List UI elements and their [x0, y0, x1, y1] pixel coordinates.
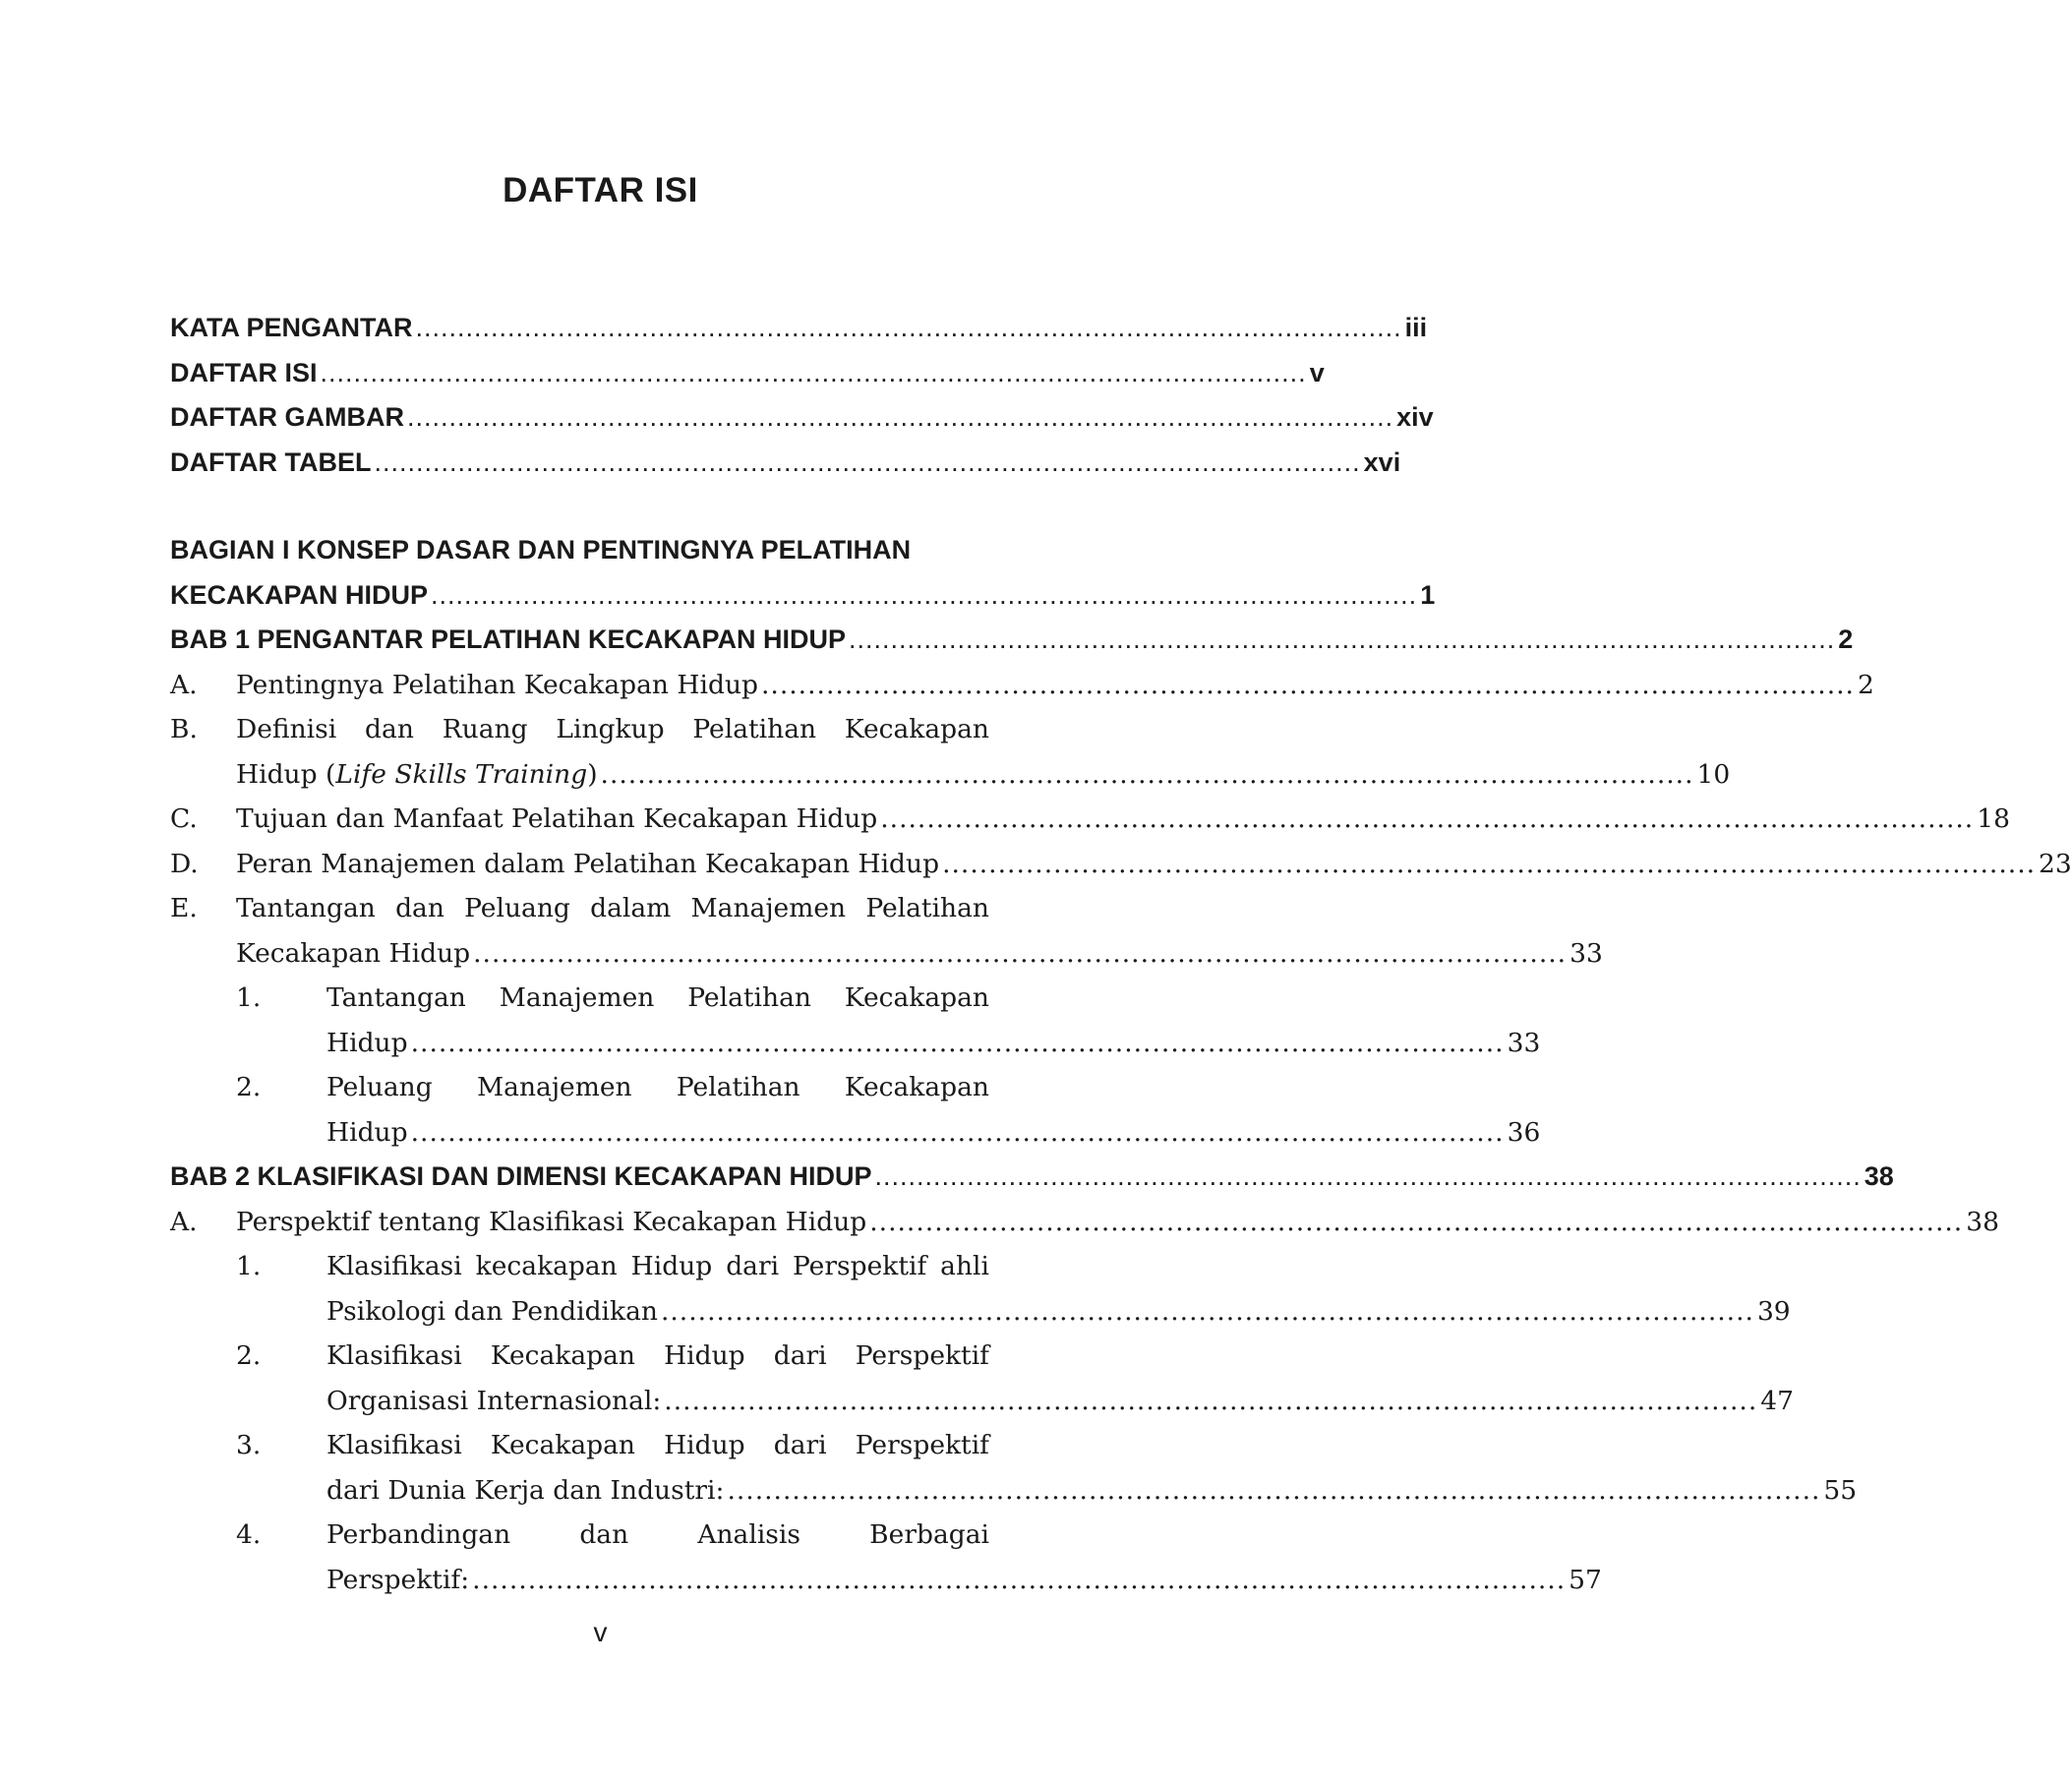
subsection-entry[interactable] [170, 1334, 1034, 1379]
part-heading-line1: BAGIAN I KONSEP DASAR DAN PENTINGNYA PELATIHAN [170, 535, 912, 564]
subsection-label: 1. [236, 982, 262, 1013]
dot-leader: ...................................................................................................................... [374, 446, 1361, 477]
subsection-title-cont: Hidup [326, 1027, 408, 1058]
section-entry-continued[interactable] [170, 931, 1603, 977]
toc-page-number: 39 [1756, 1295, 1791, 1327]
dot-leader: ...................................................................................................................... [410, 1116, 1505, 1148]
dot-leader: ...................................................................................................................... [660, 1295, 1754, 1327]
toc-page-number: xvi [1363, 446, 1401, 477]
section-label: B. [170, 714, 198, 744]
toc-page-number: 10 [1696, 758, 1731, 790]
toc-page-number: 38 [1864, 1161, 1894, 1191]
subsection-entry[interactable] [170, 976, 1034, 1021]
toc-page-number: 2 [1857, 669, 1874, 700]
section-entry[interactable] [170, 842, 2072, 887]
subsection-title-cont: Perspektif: [326, 1564, 470, 1595]
toc-entry-text: DAFTAR TABEL [170, 446, 372, 477]
toc-entry[interactable] [170, 441, 1401, 486]
dot-leader: ...................................................................................................................... [849, 624, 1836, 654]
section-title: Tujuan dan Manfaat Pelatihan Kecakapan Hidup [236, 803, 878, 834]
section-title-cont: Hidup (Life Skills Training) [236, 758, 598, 790]
section-label: D. [170, 848, 199, 879]
page-title: DAFTAR ISI [503, 171, 698, 209]
toc-page-number: iii [1404, 313, 1428, 342]
toc-page-number: xiv [1396, 402, 1434, 432]
dot-leader: ...................................................................................................................... [727, 1474, 1821, 1506]
subsection-title-cont: Organisasi Internasional: [326, 1385, 662, 1416]
dot-leader: ...................................................................................................................... [942, 848, 2037, 879]
section-label: C. [170, 803, 198, 834]
toc-entry-text: DAFTAR GAMBAR [170, 402, 404, 432]
subsection-entry-continued[interactable] [170, 1379, 1795, 1424]
subsection-title: Klasifikasi Kecakapan Hidup dari Perspektif [326, 1340, 989, 1371]
dot-leader: ...................................................................................................................... [880, 803, 1975, 834]
dot-leader: ...................................................................................................................... [431, 579, 1418, 610]
section-title-cont: Kecakapan Hidup [236, 937, 471, 969]
toc-page-number: 23 [2039, 848, 2072, 879]
part-heading[interactable] [170, 528, 1034, 573]
subsection-label: 2. [236, 1072, 262, 1102]
subsection-entry-continued[interactable] [170, 1289, 1791, 1335]
subsection-title: Perbandingan dan Analisis Berbagai [326, 1519, 989, 1550]
section-title: Perspektif tentang Klasifikasi Kecakapan Hidup [236, 1206, 867, 1237]
section-title: Peran Manajemen dalam Pelatihan Kecakapan Hidup [236, 848, 940, 879]
toc-page-number: 33 [1507, 1027, 1541, 1058]
part-heading-continued[interactable] [170, 573, 1436, 619]
chapter-heading[interactable] [170, 1155, 1894, 1200]
subsection-label: 1. [236, 1251, 262, 1281]
subsection-title: Tantangan Manajemen Pelatihan Kecakapan [326, 982, 989, 1013]
toc-page-number: 36 [1507, 1116, 1541, 1148]
section-entry[interactable] [170, 797, 2010, 842]
section-entry[interactable] [170, 707, 1034, 752]
subsection-label: 4. [236, 1519, 262, 1550]
toc-entry[interactable] [170, 351, 1325, 396]
section-title: Definisi dan Ruang Lingkup Pelatihan Kecakapan [236, 714, 989, 744]
section-label: A. [170, 1206, 198, 1237]
subsection-entry[interactable] [170, 1065, 1034, 1110]
subsection-entry[interactable] [170, 1513, 1034, 1558]
chapter-title: BAB 2 KLASIFIKASI DAN DIMENSI KECAKAPAN HIDUP [170, 1161, 872, 1191]
subsection-title-cont: Hidup [326, 1116, 408, 1148]
dot-leader: ...................................................................................................................... [406, 402, 1394, 432]
toc-entry[interactable] [170, 395, 1434, 441]
section-label: E. [170, 893, 198, 923]
subsection-label: 2. [236, 1340, 262, 1371]
section-entry[interactable] [170, 663, 1874, 708]
toc-entry[interactable] [170, 306, 1428, 351]
chapter-title: BAB 1 PENGANTAR PELATIHAN KECAKAPAN HIDUP [170, 624, 847, 654]
toc-page-number: 38 [1966, 1206, 1999, 1237]
subsection-title: Klasifikasi kecakapan Hidup dari Perspektif ahli [326, 1251, 989, 1281]
section-title: Pentingnya Pelatihan Kecakapan Hidup [236, 669, 758, 700]
italic-term: Life Skills Training [335, 758, 588, 790]
subsection-title-cont: Psikologi dan Pendidikan [326, 1295, 658, 1327]
toc-entry-text: KATA PENGANTAR [170, 313, 413, 342]
dot-leader: ...................................................................................................................... [410, 1027, 1505, 1058]
dot-leader: ...................................................................................................................... [874, 1161, 1862, 1191]
toc-page-number: 55 [1823, 1474, 1858, 1506]
toc-page-number: 33 [1569, 937, 1603, 969]
toc-page-number: 18 [1977, 803, 2010, 834]
dot-leader: ...................................................................................................................... [600, 758, 1694, 790]
table-of-contents [170, 306, 2072, 1602]
subsection-entry-continued[interactable] [170, 1021, 1541, 1066]
subsection-entry-continued[interactable] [170, 1110, 1541, 1156]
dot-leader: ...................................................................................................................... [869, 1206, 1964, 1237]
toc-page-number: 1 [1420, 579, 1436, 610]
toc-page-number: 2 [1838, 624, 1854, 654]
dot-leader: ...................................................................................................................... [664, 1385, 1758, 1416]
dot-leader: ...................................................................................................................... [760, 669, 1855, 700]
section-entry[interactable] [170, 886, 1034, 931]
dot-leader: ...................................................................................................................... [320, 357, 1307, 387]
section-title: Tantangan dan Peluang dalam Manajemen Pelatihan [236, 893, 989, 923]
section-entry-continued[interactable] [170, 752, 1731, 798]
subsection-entry[interactable] [170, 1244, 1034, 1289]
chapter-heading[interactable] [170, 618, 1854, 663]
dot-leader: ...................................................................................................................... [415, 313, 1402, 342]
section-label: A. [170, 669, 198, 700]
dot-leader: ...................................................................................................................... [473, 937, 1568, 969]
subsection-title-cont: dari Dunia Kerja dan Industri: [326, 1474, 725, 1506]
subsection-entry-continued[interactable] [170, 1468, 1858, 1514]
subsection-label: 3. [236, 1430, 262, 1460]
toc-page-number: 47 [1760, 1385, 1795, 1416]
dot-leader: ...................................................................................................................... [472, 1564, 1567, 1595]
toc-page-number: v [1309, 357, 1325, 387]
toc-page-number: 57 [1569, 1564, 1602, 1595]
subsection-title: Klasifikasi Kecakapan Hidup dari Perspektif [326, 1430, 989, 1460]
part-heading-line2: KECAKAPAN HIDUP [170, 579, 429, 610]
subsection-entry[interactable] [170, 1423, 1034, 1468]
subsection-entry-continued[interactable] [170, 1558, 1602, 1603]
page-number: v [593, 1617, 608, 1647]
subsection-title: Peluang Manajemen Pelatihan Kecakapan [326, 1072, 989, 1102]
section-entry[interactable] [170, 1200, 1999, 1245]
toc-entry-text: DAFTAR ISI [170, 357, 318, 387]
